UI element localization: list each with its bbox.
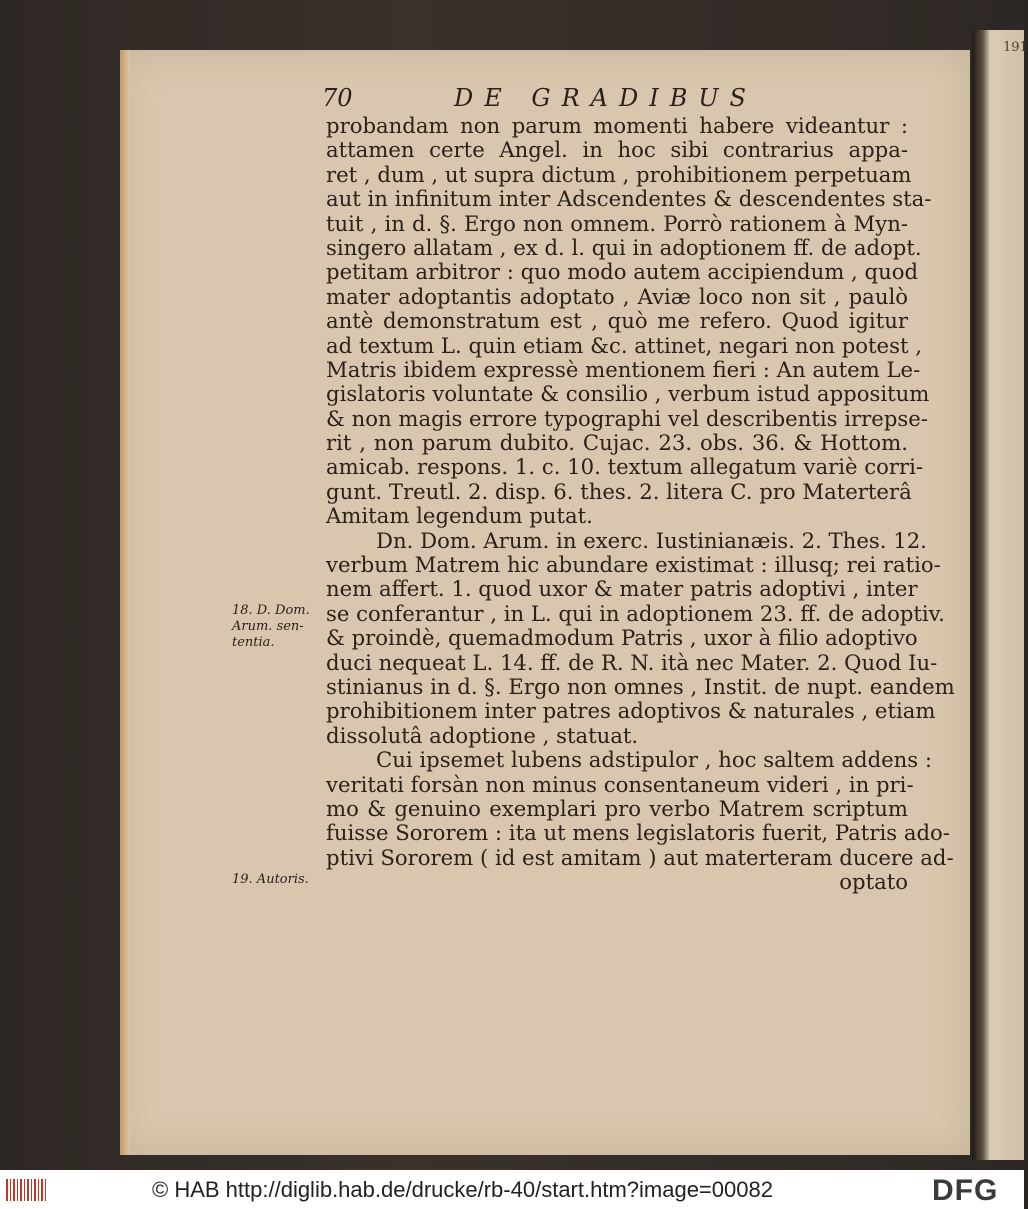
catchword: optato xyxy=(839,869,908,895)
text-line: amicab. respons. 1. c. 10. textum allegatum variè corri- xyxy=(326,454,924,480)
text-line: rit , non parum dubito. Cujac. 23. obs. 36. & Hottom. xyxy=(326,430,908,456)
text-line: Matris ibidem expressè mentionem fieri : An autem Le- xyxy=(326,356,921,382)
text-line: antè demonstratum est , quò me refero. Quod igitur xyxy=(326,308,908,334)
text-line: tuit , in d. §. Ergo non omnem. Porrò rationem à Myn- xyxy=(326,210,908,236)
text-line: Amitam legendum putat. xyxy=(326,503,593,529)
text-line: se conferantur , in L. qui in adoptionem 23. ff. de adoptiv. xyxy=(326,600,945,626)
text-line: dissolutâ adoptione , statuat. xyxy=(326,722,639,748)
text-line: fuisse Sororem : ita ut mens legislatoris fuerit, Patris ado- xyxy=(326,820,950,846)
page-number: 70 xyxy=(322,84,353,112)
text-line: mater adoptantis adoptato , Aviæ loco non sit , paulò xyxy=(326,283,908,309)
margin-note-line: 19. Autoris. xyxy=(232,872,309,887)
text-line: Dn. Dom. Arum. in exerc. Iustinianæis. 2. Thes. 12. xyxy=(376,527,927,553)
text-line: duci nequeat L. 14. ff. de R. N. ità nec Mater. 2. Quod Iu- xyxy=(326,649,938,675)
viewer-footer xyxy=(0,1170,1024,1209)
adjacent-page-number: 191 xyxy=(1003,40,1028,55)
margin-note-line: Arum. sen- xyxy=(232,619,304,634)
margin-note-18 xyxy=(232,603,310,651)
body-text xyxy=(326,113,955,895)
margin-note-line: tentia. xyxy=(232,635,275,650)
text-line: ad textum L. quin etiam &c. attinet, negari non potest , xyxy=(326,332,922,358)
text-line: Cui ipsemet lubens adstipulor , hoc saltem addens : xyxy=(376,747,933,773)
running-title: DE GRADIBUS xyxy=(454,84,757,112)
running-head xyxy=(322,84,792,114)
dfg-logo: DFG xyxy=(932,1174,999,1207)
text-line: ptivi Sororem ( id est amitam ) aut materteram ducere ad- xyxy=(326,844,954,870)
text-line: & non magis errore typographi vel describentis irrepse- xyxy=(326,405,928,431)
adjacent-page-edge xyxy=(972,30,1024,1160)
text-line: & proindè, quemadmodum Patris , uxor à filio adoptivo xyxy=(326,625,918,651)
text-line: mo & genuino exemplari pro verbo Matrem scriptum xyxy=(326,795,908,821)
margin-note-line: 18. D. Dom. xyxy=(232,603,310,618)
hab-logo-icon xyxy=(6,1179,48,1201)
page-gutter xyxy=(120,50,130,1155)
copyright-url[interactable]: © HAB http://diglib.hab.de/drucke/rb-40/start.htm?image=00082 xyxy=(152,1177,773,1202)
text-line: probandam non parum momenti habere videantur : xyxy=(326,113,908,138)
text-line: nem affert. 1. quod uxor & mater patris adoptivi , inter xyxy=(326,576,918,602)
text-line: gunt. Treutl. 2. disp. 6. thes. 2. litera C. pro Materterâ xyxy=(326,478,912,504)
text-line: ret , dum , ut supra dictum , prohibitionem perpetuam xyxy=(326,161,912,187)
text-line: gislatoris voluntate & consilio , verbum istud appositum xyxy=(326,381,930,407)
text-line: prohibitionem inter patres adoptivos & naturales , etiam xyxy=(326,698,936,724)
text-line: veritati forsàn non minus consentaneum videri , in pri- xyxy=(326,771,914,797)
text-line: aut in infinitum inter Adscendentes & descendentes sta- xyxy=(326,186,932,212)
text-line: singero allatam , ex d. l. qui in adoptionem ff. de adopt. xyxy=(326,234,922,260)
text-line: stinianus in d. §. Ergo non omnes , Instit. de nupt. eandem xyxy=(326,673,955,699)
text-line: petitam arbitror : quo modo autem accipiendum , quod xyxy=(326,259,919,285)
margin-note-19 xyxy=(232,872,309,888)
text-line: attamen certe Angel. in hoc sibi contrarius appa- xyxy=(326,137,908,163)
text-line: verbum Matrem hic abundare existimat : illusq; rei ratio- xyxy=(326,552,941,578)
